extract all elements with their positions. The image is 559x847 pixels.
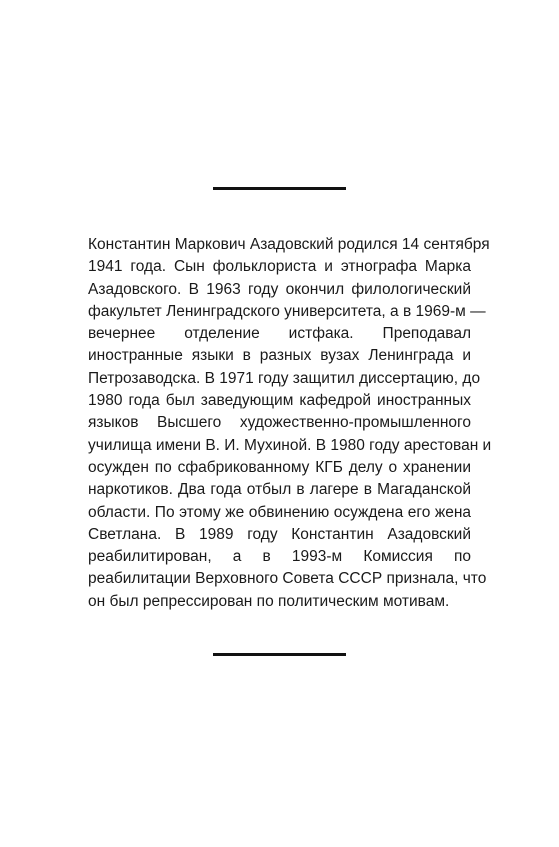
text-line: Азадовского. В 1963 году окончил филологический: [88, 280, 471, 298]
text-line: иностранные языки в разных вузах Ленинграда и: [88, 347, 471, 365]
text-line: Константин Маркович Азадовский родился 14 сентября: [88, 236, 490, 253]
text-line: реабилитирован, а в 1993-м Комиссия по: [88, 548, 471, 566]
text-line: языков Высшего художественно-промышленного: [88, 414, 471, 432]
bottom-divider: [213, 653, 346, 656]
text-line: училища имени В. И. Мухиной. В 1980 году арестован и: [88, 436, 492, 454]
biography-paragraph: [88, 234, 492, 613]
text-line: реабилитации Верховного Совета СССР признала, что: [88, 570, 487, 588]
text-line: наркотиков. Два года отбыл в лагере в Магаданской: [88, 481, 471, 499]
text-line: вечернее отделение истфака. Преподавал: [88, 325, 471, 343]
text-line: факультет Ленинградского университета, а в 1969-м —: [88, 302, 486, 320]
text-line: Светлана. В 1989 году Константин Азадовский: [88, 525, 471, 543]
text-line: Петрозаводска. В 1971 году защитил диссертацию, до: [88, 369, 481, 387]
text-line: он был репрессирован по политическим мотивам.: [88, 592, 450, 610]
text-line: осужден по сфабрикованному КГБ делу о хранении: [88, 458, 471, 476]
text-line: 1980 года был заведующим кафедрой иностранных: [88, 392, 471, 410]
text-line: области. По этому же обвинению осуждена его жена: [88, 503, 471, 521]
text-line: 1941 года. Сын фольклориста и этнографа Марка: [88, 258, 471, 276]
top-divider: [213, 187, 346, 190]
